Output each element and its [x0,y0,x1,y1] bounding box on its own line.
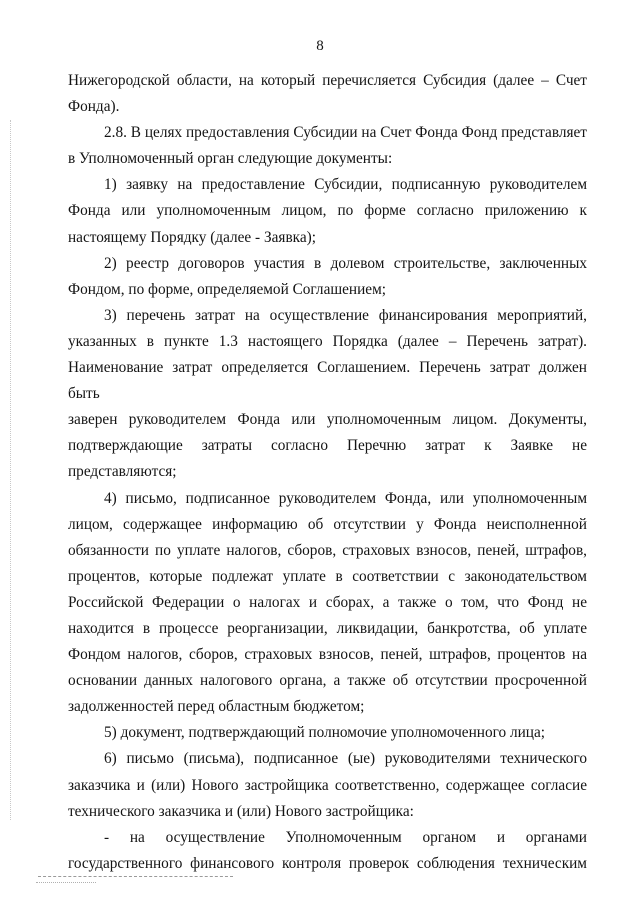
list-item-line: процентов, которые подлежат уплате в соответствии с законодательством [68,567,587,585]
list-item-line: представляются; [68,463,177,481]
list-item-line: находится в процессе реорганизации, ликвидации, банкротства, об уплате [68,619,587,637]
list-item-line: обязанности по уплате налогов, сборов, страховых взносов, пеней, штрафов, [68,541,587,559]
paragraph-line: Фонда). [68,98,120,116]
list-item-line: 4) письмо, подписанное руководителем Фонда, или уполномоченным [104,489,587,507]
list-item-line: настоящему Порядку (далее - Заявка); [68,228,317,246]
list-item-line: Фонда или уполномоченным лицом, по форме согласно приложению к [68,202,587,220]
page-number: 8 [316,38,324,54]
list-item-line: Российской Федерации о налогах и сборах, а также о том, что Фонд не [68,593,587,611]
paragraph-line: 2.8. В целях предоставления Субсидии на Счет Фонда Фонд представляет [104,124,587,142]
list-item-line: Наименование затрат определяется Соглашением. Перечень затрат должен быть [68,359,587,403]
scan-edge-artifact [10,120,12,820]
list-item-line: указанных в пункте 1.3 настоящего Порядка (далее – Перечень затрат). [68,332,587,350]
sub-item-line: - на осуществление Уполномоченным органом и органами [104,828,587,846]
paragraph-line: в Уполномоченный орган следующие документы: [68,150,393,168]
list-item-line: 2) реестр договоров участия в долевом строительстве, заключенных [104,254,587,272]
list-item-line: лицом, содержащее информацию об отсутствии у Фонда неисполненной [68,515,587,533]
document-body [68,68,587,877]
list-item-line: Фондом, по форме, определяемой Соглашением; [68,280,387,298]
list-item-line: подтверждающие затраты согласно Перечню затрат к Заявке не [68,437,587,455]
paragraph-line: Нижегородской области, на который перечисляется Субсидия (далее – Счет [68,72,587,89]
list-item-line: Фондом налогов, сборов, страховых взносов, пеней, штрафов, процентов на [68,646,587,664]
list-item-line: 1) заявку на предоставление Субсидии, подписанную руководителем [104,176,587,194]
list-item-line: основании данных налогового органа, а также об отсутствии просроченной [68,672,587,690]
list-item-line: заверен руководителем Фонда или уполномоченным лицом. Документы, [68,411,587,429]
list-item-line: заказчика и (или) Нового застройщика соответственно, содержащее согласие [68,776,587,794]
list-item-line: 3) перечень затрат на осуществление финансирования мероприятий, [104,306,587,324]
list-item-line: 6) письмо (письма), подписанное (ые) руководителями технического [104,750,587,768]
sub-item-line: государственного финансового контроля проверок соблюдения техническим [68,854,587,872]
list-item-line: технического заказчика и (или) Нового застройщика: [68,802,414,820]
footer-rule [38,876,233,877]
footer-rule-short [36,882,96,883]
list-item-line: 5) документ, подтверждающий полномочие уполномоченного лица; [104,724,546,742]
list-item-line: задолженностей перед областным бюджетом; [68,698,365,716]
